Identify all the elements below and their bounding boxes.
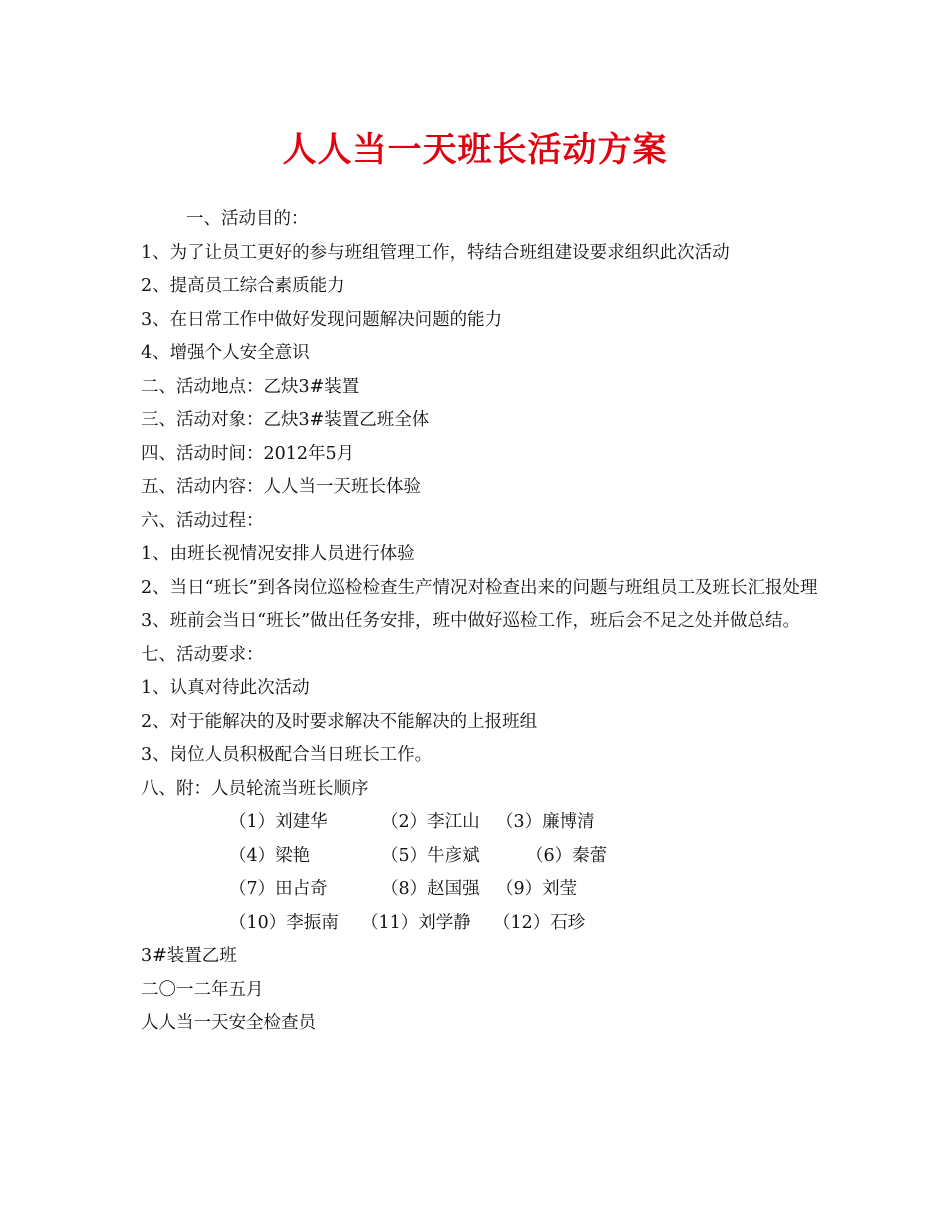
rotation-roster	[141, 806, 821, 940]
roster-entry: （12）石珍	[493, 912, 586, 933]
roster-entry: （3）廉博清	[496, 812, 595, 832]
roster-row	[141, 806, 821, 840]
process-item-3: 3、班前会当日“班长”做出任务安排，班中做好巡检工作，班后会不足之处并做总结。	[141, 611, 801, 631]
section-target: 三、活动对象：乙炔3#装置乙班全体	[141, 410, 430, 430]
section-heading-appendix: 八、附：人员轮流当班长顺序	[141, 778, 369, 799]
section-content: 五、活动内容：人人当一天班长体验	[141, 477, 421, 497]
next-section-title: 人人当一天安全检查员	[141, 1013, 316, 1033]
roster-entry: （8）赵国强	[381, 879, 480, 899]
purpose-item-2: 2、提高员工综合素质能力	[141, 276, 345, 296]
purpose-item-4: 4、增强个人安全意识	[141, 343, 310, 363]
section-heading-process: 六、活动过程：	[141, 510, 264, 531]
roster-entry: （5）牛彦斌	[381, 845, 480, 866]
roster-row	[141, 873, 821, 907]
document-title: 人人当一天班长活动方案	[282, 130, 668, 170]
section-heading-requirements: 七、活动要求：	[141, 644, 264, 665]
roster-row	[141, 840, 821, 874]
footer-date: 二〇一二年五月	[141, 979, 264, 1000]
section-location: 二、活动地点：乙炔3#装置	[141, 376, 360, 397]
section-time: 四、活动时间：2012年5月	[141, 443, 355, 464]
roster-entry: （10）李振南	[229, 912, 339, 933]
roster-entry: （9）刘莹	[496, 879, 578, 899]
roster-entry: （11）刘学静	[361, 912, 471, 933]
purpose-item-3: 3、在日常工作中做好发现问题解决问题的能力	[141, 309, 503, 330]
process-item-1: 1、由班长视情况安排人员进行体验	[141, 544, 415, 564]
roster-row	[141, 907, 821, 941]
footer-team: 3#装置乙班	[141, 946, 237, 966]
requirement-item-2: 2、对于能解决的及时要求解决不能解决的上报班组	[141, 711, 538, 732]
roster-entry: （4）梁艳	[229, 845, 311, 866]
process-item-2: 2、当日“班长”到各岗位巡检检查生产情况对检查出来的问题与班组员工及班长汇报处理	[141, 577, 818, 598]
section-heading-purpose: 一、活动目的：	[186, 209, 309, 229]
roster-entry: （7）田占奇	[229, 879, 328, 899]
roster-entry: （6）秦蕾	[526, 845, 608, 866]
requirement-item-3: 3、岗位人员积极配合当日班长工作。	[141, 745, 433, 765]
roster-entry: （2）李江山	[381, 812, 480, 832]
roster-entry: （1）刘建华	[229, 812, 328, 832]
purpose-item-1: 1、为了让员工更好的参与班组管理工作，特结合班组建设要求组织此次活动	[141, 242, 730, 263]
document-body	[141, 203, 821, 1041]
requirement-item-1: 1、认真对待此次活动	[141, 678, 310, 698]
